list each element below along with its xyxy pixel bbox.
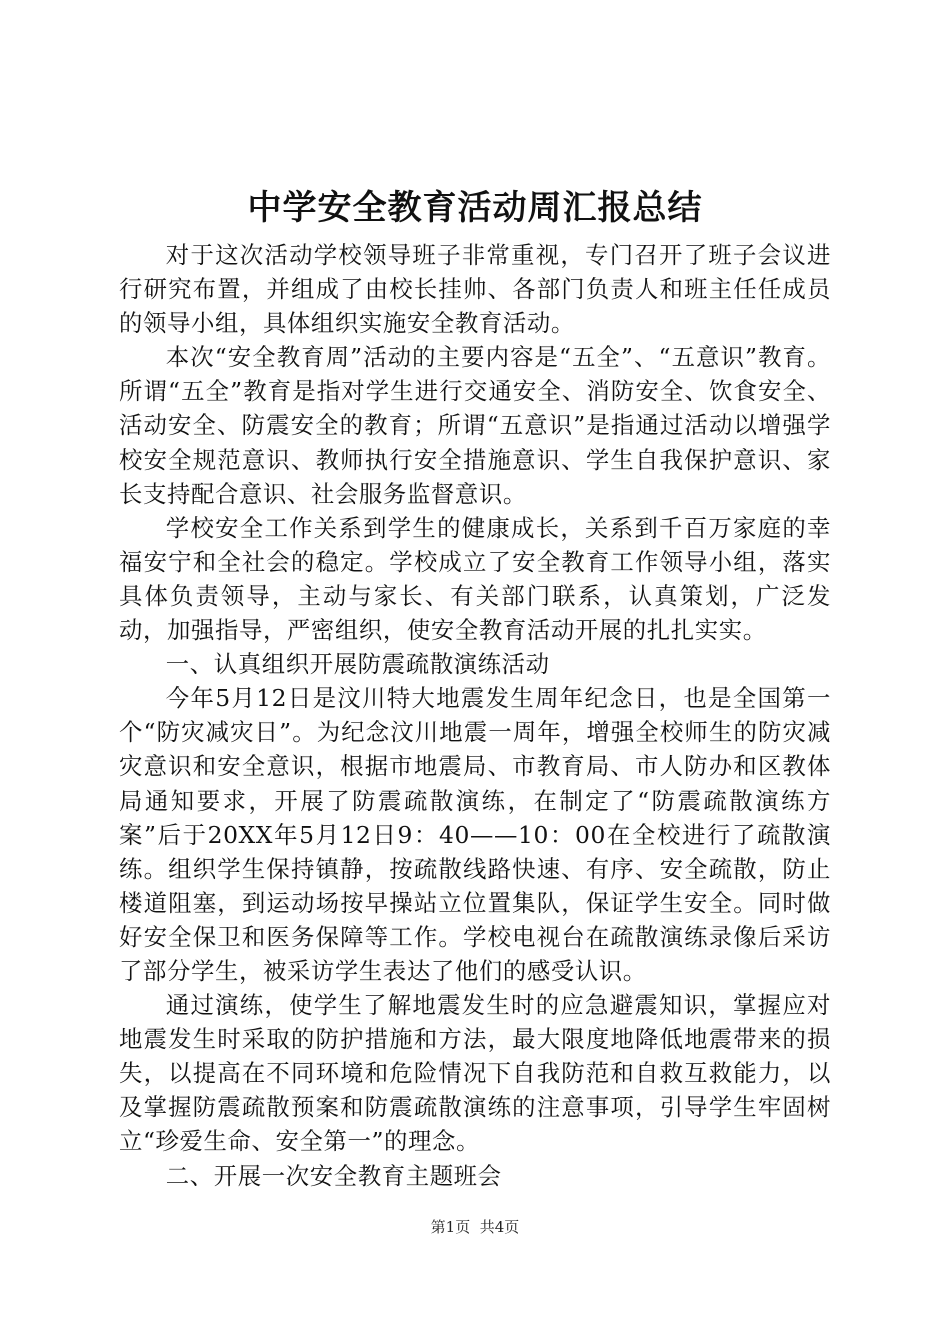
page-number: 第1页 <box>430 1218 471 1236</box>
section-heading: 二、开展一次安全教育主题班会 <box>165 1161 502 1190</box>
paragraph: 通过演练，使学生了解地震发生时的应急避震知识，掌握应对地震发生时采取的防护措施和方法，最大限度地降低地震带来的损失，以提高在不同环境和危险情况下自我防范和自救互救能力，以及掌握防震疏散预案和防震疏散演练的注意事项，引导学生牢固树立“珍爱生命、安全第一”的理念。 <box>119 991 831 1156</box>
paragraph: 本次“安全教育周”活动的主要内容是“五全”、“五意识”教育。所谓“五全”教育是指对学生进行交通安全、消防安全、饮食安全、活动安全、防震安全的教育；所谓“五意识”是指通过活动以增强学校安全规范意识、教师执行安全措施意识、学生自我保护意识、家长支持配合意识、社会服务监督意识。 <box>119 343 831 508</box>
paragraph: 对于这次活动学校领导班子非常重视，专门召开了班子会议进行研究布置，并组成了由校长挂帅、各部门负责人和班主任任成员的领导小组，具体组织实施安全教育活动。 <box>119 241 831 338</box>
page-total: 共4页 <box>479 1218 520 1236</box>
document-title: 中学安全教育活动周汇报总结 <box>247 188 703 228</box>
footer-gap <box>470 1218 480 1236</box>
section-heading: 一、认真组织开展防震疏散演练活动 <box>165 650 550 679</box>
paragraph: 学校安全工作关系到学生的健康成长，关系到千百万家庭的幸福安宁和全社会的稳定。学校成立了安全教育工作领导小组，落实具体负责领导，主动与家长、有关部门联系，认真策划，广泛发动，加强指导，严密组织，使安全教育活动开展的扎扎实实。 <box>119 513 831 645</box>
paragraph: 今年5月12日是汶川特大地震发生周年纪念日，也是全国第一个“防灾减灾日”。为纪念汶川地震一周年，增强全校师生的防灾减灾意识和安全意识，根据市地震局、市教育局、市人防办和区教体局通知要求，开展了防震疏散演练，在制定了“防震疏散演练方案”后于20XX年5月12日9：40——10：00在全校进行了疏散演练。组织学生保持镇静，按疏散线路快速、有序、安全疏散，防止楼道阻塞，到运动场按早操站立位置集队，保证学生安全。同时做好安全保卫和医务保障等工作。学校电视台在疏散演练录像后采访了部分学生，被采访学生表达了他们的感受认识。 <box>119 684 831 985</box>
document-body <box>119 238 831 1193</box>
page-footer <box>0 1216 950 1238</box>
